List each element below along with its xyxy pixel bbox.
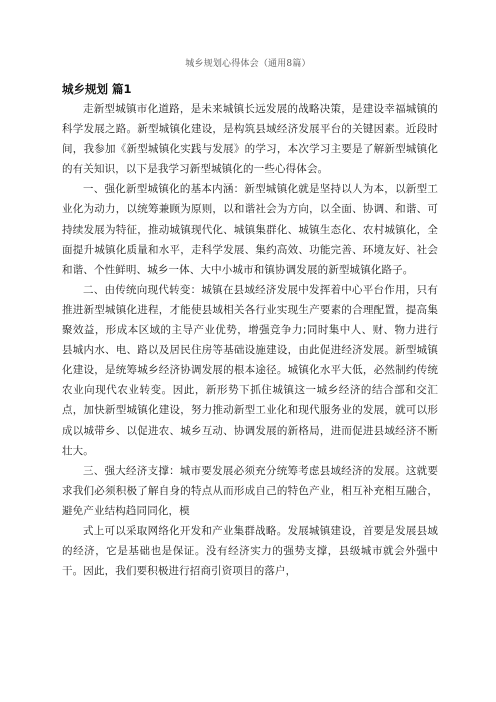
paragraph-point-one: 一、强化新型城镇化的基本内涵：新型城镇化就是坚持以人为本，以新型工业化为动力，以统筹兼顾为原则，以和谐社会为方向，以全面、协调、和谐、可持续发展为特征，推动城镇现代化、城镇集群化、城镇生态化、农村城镇化，全面提升城镇化质量和水平，走科学发展、集约高效、功能完善、环境友好、社会和谐、个性鲜明、城乡一体、大中小城市和镇协调发展的新型城镇化路子。 (62, 183, 438, 276)
paragraph-intro: 走新型城镇市化道路，是未来城镇长远发展的战略决策，是建设幸福城镇的科学发展之路。新型城镇化建设，是构筑县域经济发展平台的关键因素。近段时间，我参加《新型城镇化实践与发展》的学习，本次学习主要是了解新型城镇化的有关知识，以下是我学习新型城镇化的一些心得体会。 (62, 103, 438, 176)
document-body (62, 79, 438, 581)
document-header-title: 城乡规划心得体会（通用8篇） (185, 59, 311, 69)
paragraph-point-three: 三、强大经济支撑：城市要发展必须充分统筹考虑县域经济的发展。这就要求我们必须积极了解自身的特点从而形成自己的特色产业，相互补充相互融合，避免产业结构趋同同化，模 (62, 464, 438, 517)
section-heading: 城乡规划 篇1 (62, 82, 132, 96)
paragraph-point-two: 二、由传统向现代转变：城镇在县域经济发展中发挥着中心平台作用，只有推进新型城镇化进程，才能使县域相关各行业实现生产要素的合理配置，提高集聚效益，形成本区域的主导产业优势，增强竞争力;同时集中人、财、物力进行县城内水、电、路以及居民住房等基础设施建设，由此促进经济发展。新型城镇化建设，是统筹城乡经济协调发展的根本途径。城镇化水平大低，必然制约传统农业向现代农业转变。因此，新形势下抓住城镇这一城乡经济的结合部和交汇点，加快新型城镇化建设，努力推动新型工业化和现代服务业的发展，就可以形成以城带乡、以促进农、城乡互动、协调发展的新格局，进而促进县域经济不断壮大。 (62, 283, 438, 457)
paragraph-continuation: 式上可以采取网络化开发和产业集群战略。发展城镇建设，首要是发展县域的经济，它是基础也是保证。没有经济实力的强势支撑，县级城市就会外强中干。因此，我们要积极进行招商引资项目的落户， (62, 524, 438, 578)
